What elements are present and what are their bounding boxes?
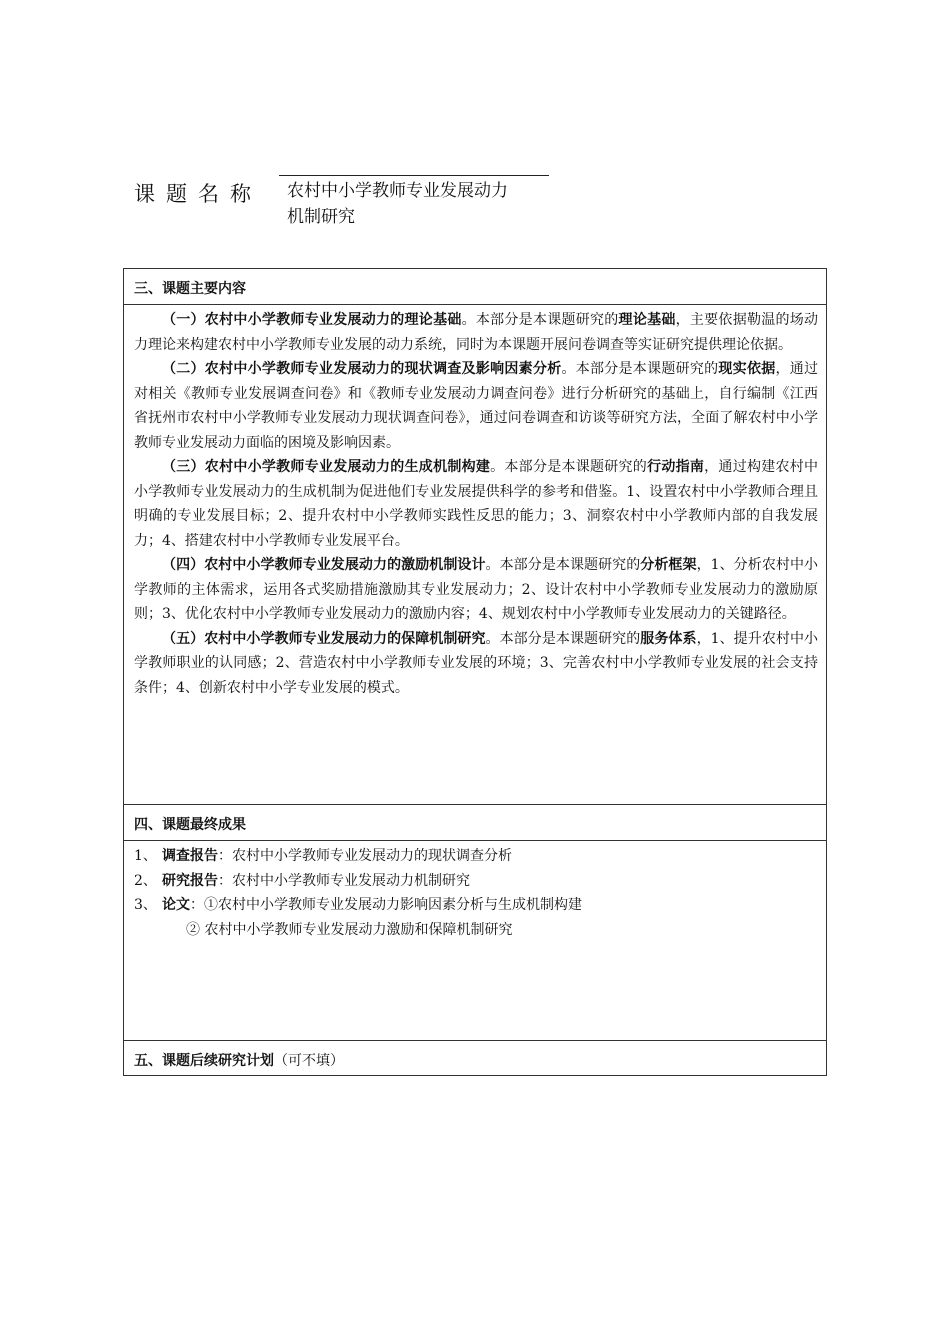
content-paragraph-5: （五）农村中小学教师专业发展动力的保障机制研究。本部分是本课题研究的服务体系，1、提升农村中小学教师职业的认同感；2、营造农村中小学教师专业发展的环境；3、完善农村中小学教师专业发展的社会支持条件；4、创新农村中小学专业发展的模式。 [134,630,819,696]
outcome-item: 1、 调查报告：农村中小学教师专业发展动力的现状调查分析 [134,848,512,864]
content-paragraph-2: （二）农村中小学教师专业发展动力的现状调查及影响因素分析。本部分是本课题研究的现实依据，通过对相关《教师专业发展调查问卷》和《教师专业发展动力调查问卷》进行分析研究的基础上，自行编制《江西省抚州市农村中小学教师专业发展动力现状调查问卷》，通过问卷调查和访谈等研究方法，全面了解农村中小学教师专业发展动力面临的困境及影响因素。 [134,361,819,451]
topic-name-value [287,178,567,230]
content-paragraph-1: （一）农村中小学教师专业发展动力的理论基础。本部分是本课题研究的理论基础，主要依据勒温的场动力理论来构建农村中小学教师专业发展的动力系统，同时为本课题开展问卷调查等实证研究提供理论依据。 [134,312,819,353]
content-paragraph-3: （三）农村中小学教师专业发展动力的生成机制构建。本部分是本课题研究的行动指南，通过构建农村中小学教师专业发展动力的生成机制为促进他们专业发展提供科学的参考和借鉴。1、设置农村中小学教师合理且明确的专业发展目标；2、提升农村中小学教师实践性反思的能力；3、洞察农村中小学教师内部的自我发展力；4、搭建农村中小学教师专业发展平台。 [134,459,819,549]
research-form-table [123,268,827,1076]
outcome-sub-item: ② 农村中小学教师专业发展动力激励和保障机制研究 [186,921,513,938]
topic-name-underline [279,175,549,176]
topic-name-label: 课题名称 [134,182,262,206]
section-3-header: 三、课题主要内容 [124,269,826,305]
section-4-content [124,841,826,1041]
content-paragraph-4: （四）农村中小学教师专业发展动力的激励机制设计。本部分是本课题研究的分析框架，1、分析农村中小学教师的主体需求，运用各式奖励措施激励其专业发展动力；2、设计农村中小学教师专业发展动力的激励原则；3、优化农村中小学教师专业发展动力的激励内容；4、规划农村中小学教师专业发展动力的关键路径。 [134,557,819,622]
optional-note: （可不填） [274,1053,344,1069]
topic-name-line-2: 机制研究 [287,207,355,227]
section-4-header: 四、课题最终成果 [124,805,826,841]
section-5-header: 五、课题后续研究计划（可不填） [134,1053,344,1069]
section-3-content [124,305,826,805]
outcome-item: 2、 研究报告：农村中小学教师专业发展动力机制研究 [134,872,470,889]
topic-name-line-1: 农村中小学教师专业发展动力 [287,181,508,201]
outcome-item: 3、 论文：①农村中小学教师专业发展动力影响因素分析与生成机制构建 [134,897,582,913]
